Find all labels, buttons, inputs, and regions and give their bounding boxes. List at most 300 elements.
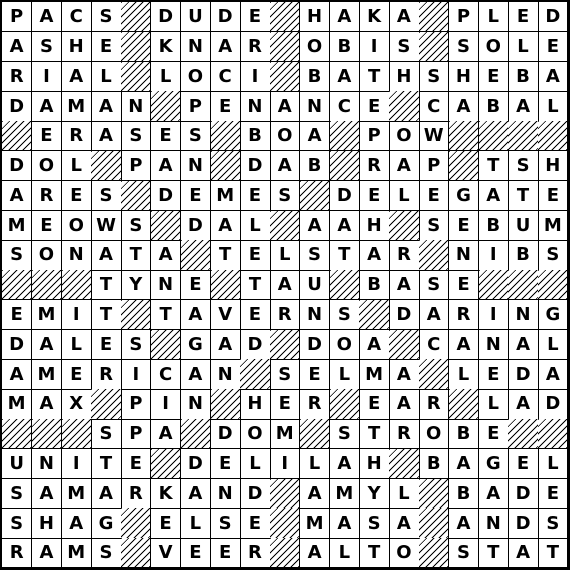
- letter-cell[interactable]: M: [62, 479, 92, 509]
- letter-cell[interactable]: O: [389, 538, 419, 568]
- letter-cell[interactable]: A: [330, 2, 360, 32]
- letter-cell[interactable]: E: [449, 211, 479, 241]
- letter-cell[interactable]: D: [300, 330, 330, 360]
- letter-cell[interactable]: S: [389, 32, 419, 62]
- letter-cell[interactable]: A: [151, 240, 181, 270]
- letter-cell[interactable]: A: [151, 151, 181, 181]
- letter-cell[interactable]: P: [2, 2, 32, 32]
- letter-cell[interactable]: D: [508, 479, 538, 509]
- letter-cell[interactable]: B: [479, 91, 509, 121]
- letter-cell[interactable]: B: [240, 121, 270, 151]
- letter-cell[interactable]: M: [32, 300, 62, 330]
- letter-cell[interactable]: S: [359, 508, 389, 538]
- letter-cell[interactable]: S: [121, 330, 151, 360]
- letter-cell[interactable]: E: [240, 181, 270, 211]
- letter-cell[interactable]: A: [32, 538, 62, 568]
- letter-cell[interactable]: U: [508, 211, 538, 241]
- letter-cell[interactable]: B: [330, 32, 360, 62]
- letter-cell[interactable]: H: [538, 151, 568, 181]
- letter-cell[interactable]: A: [270, 91, 300, 121]
- letter-cell[interactable]: E: [538, 181, 568, 211]
- letter-cell[interactable]: P: [449, 2, 479, 32]
- letter-cell[interactable]: D: [538, 389, 568, 419]
- letter-cell[interactable]: T: [359, 62, 389, 92]
- letter-cell[interactable]: D: [211, 2, 241, 32]
- letter-cell[interactable]: R: [389, 240, 419, 270]
- letter-cell[interactable]: D: [240, 479, 270, 509]
- letter-cell[interactable]: I: [240, 62, 270, 92]
- letter-cell[interactable]: E: [62, 181, 92, 211]
- letter-cell[interactable]: S: [538, 240, 568, 270]
- letter-cell[interactable]: D: [181, 449, 211, 479]
- letter-cell[interactable]: A: [2, 181, 32, 211]
- letter-cell[interactable]: C: [419, 91, 449, 121]
- letter-cell[interactable]: O: [32, 240, 62, 270]
- letter-cell[interactable]: R: [32, 181, 62, 211]
- letter-cell[interactable]: S: [91, 538, 121, 568]
- letter-cell[interactable]: R: [419, 389, 449, 419]
- letter-cell[interactable]: L: [62, 151, 92, 181]
- letter-cell[interactable]: A: [91, 479, 121, 509]
- letter-cell[interactable]: B: [508, 240, 538, 270]
- letter-cell[interactable]: M: [211, 181, 241, 211]
- letter-cell[interactable]: E: [181, 538, 211, 568]
- letter-cell[interactable]: M: [2, 389, 32, 419]
- letter-cell[interactable]: M: [62, 91, 92, 121]
- letter-cell[interactable]: I: [32, 62, 62, 92]
- letter-cell[interactable]: B: [419, 449, 449, 479]
- letter-cell[interactable]: B: [479, 211, 509, 241]
- letter-cell[interactable]: R: [449, 300, 479, 330]
- letter-cell[interactable]: E: [419, 181, 449, 211]
- letter-cell[interactable]: A: [508, 538, 538, 568]
- letter-cell[interactable]: H: [359, 449, 389, 479]
- letter-cell[interactable]: M: [32, 359, 62, 389]
- letter-cell[interactable]: C: [151, 359, 181, 389]
- letter-cell[interactable]: R: [270, 300, 300, 330]
- letter-cell[interactable]: S: [449, 32, 479, 62]
- letter-cell[interactable]: A: [449, 508, 479, 538]
- letter-cell[interactable]: E: [32, 211, 62, 241]
- letter-cell[interactable]: C: [211, 62, 241, 92]
- letter-cell[interactable]: E: [211, 449, 241, 479]
- letter-cell[interactable]: U: [300, 270, 330, 300]
- letter-cell[interactable]: D: [2, 330, 32, 360]
- letter-cell[interactable]: S: [121, 211, 151, 241]
- letter-cell[interactable]: R: [91, 359, 121, 389]
- letter-cell[interactable]: C: [330, 91, 360, 121]
- letter-cell[interactable]: L: [151, 62, 181, 92]
- letter-cell[interactable]: G: [91, 508, 121, 538]
- letter-cell[interactable]: V: [211, 300, 241, 330]
- letter-cell[interactable]: D: [240, 151, 270, 181]
- letter-cell[interactable]: R: [300, 389, 330, 419]
- letter-cell[interactable]: O: [32, 151, 62, 181]
- letter-cell[interactable]: T: [359, 419, 389, 449]
- letter-cell[interactable]: A: [62, 62, 92, 92]
- letter-cell[interactable]: D: [508, 359, 538, 389]
- letter-cell[interactable]: H: [449, 62, 479, 92]
- letter-cell[interactable]: S: [538, 508, 568, 538]
- letter-cell[interactable]: D: [240, 330, 270, 360]
- letter-cell[interactable]: G: [538, 300, 568, 330]
- letter-cell[interactable]: A: [449, 330, 479, 360]
- letter-cell[interactable]: S: [181, 121, 211, 151]
- letter-cell[interactable]: P: [419, 151, 449, 181]
- letter-cell[interactable]: P: [181, 91, 211, 121]
- letter-cell[interactable]: A: [538, 359, 568, 389]
- letter-cell[interactable]: Y: [359, 479, 389, 509]
- letter-cell[interactable]: N: [181, 389, 211, 419]
- letter-cell[interactable]: E: [538, 32, 568, 62]
- letter-cell[interactable]: H: [300, 2, 330, 32]
- letter-cell[interactable]: O: [300, 32, 330, 62]
- letter-cell[interactable]: A: [449, 91, 479, 121]
- letter-cell[interactable]: E: [538, 479, 568, 509]
- letter-cell[interactable]: A: [32, 389, 62, 419]
- letter-cell[interactable]: D: [2, 151, 32, 181]
- letter-cell[interactable]: S: [2, 240, 32, 270]
- letter-cell[interactable]: A: [389, 151, 419, 181]
- letter-cell[interactable]: N: [479, 330, 509, 360]
- letter-cell[interactable]: E: [91, 330, 121, 360]
- letter-cell[interactable]: A: [508, 389, 538, 419]
- letter-cell[interactable]: E: [211, 91, 241, 121]
- letter-cell[interactable]: R: [2, 62, 32, 92]
- letter-cell[interactable]: K: [151, 479, 181, 509]
- letter-cell[interactable]: O: [330, 330, 360, 360]
- letter-cell[interactable]: G: [479, 449, 509, 479]
- letter-cell[interactable]: I: [62, 300, 92, 330]
- letter-cell[interactable]: S: [2, 479, 32, 509]
- letter-cell[interactable]: A: [389, 2, 419, 32]
- letter-cell[interactable]: M: [359, 359, 389, 389]
- letter-cell[interactable]: A: [330, 449, 360, 479]
- letter-cell[interactable]: I: [62, 449, 92, 479]
- block-cell: [538, 270, 568, 300]
- letter-cell[interactable]: N: [300, 300, 330, 330]
- letter-cell[interactable]: A: [330, 211, 360, 241]
- letter-cell[interactable]: K: [151, 32, 181, 62]
- letter-cell[interactable]: R: [62, 121, 92, 151]
- letter-cell[interactable]: A: [419, 300, 449, 330]
- letter-cell[interactable]: H: [359, 211, 389, 241]
- letter-cell[interactable]: P: [121, 419, 151, 449]
- letter-cell[interactable]: A: [300, 479, 330, 509]
- letter-cell[interactable]: A: [181, 359, 211, 389]
- letter-cell[interactable]: R: [240, 32, 270, 62]
- letter-cell[interactable]: L: [300, 449, 330, 479]
- letter-cell[interactable]: A: [91, 121, 121, 151]
- letter-cell[interactable]: L: [330, 538, 360, 568]
- letter-cell[interactable]: G: [449, 181, 479, 211]
- letter-cell[interactable]: T: [479, 538, 509, 568]
- letter-cell[interactable]: A: [389, 508, 419, 538]
- letter-cell[interactable]: T: [91, 270, 121, 300]
- letter-cell[interactable]: C: [62, 2, 92, 32]
- letter-cell[interactable]: S: [330, 419, 360, 449]
- letter-cell[interactable]: T: [330, 240, 360, 270]
- letter-cell[interactable]: L: [479, 2, 509, 32]
- letter-cell[interactable]: E: [479, 359, 509, 389]
- letter-cell[interactable]: D: [389, 300, 419, 330]
- letter-cell[interactable]: D: [538, 2, 568, 32]
- letter-cell[interactable]: A: [211, 211, 241, 241]
- letter-cell[interactable]: S: [419, 211, 449, 241]
- letter-cell[interactable]: A: [508, 91, 538, 121]
- letter-cell[interactable]: R: [240, 538, 270, 568]
- letter-cell[interactable]: L: [538, 449, 568, 479]
- letter-cell[interactable]: H: [32, 508, 62, 538]
- letter-cell[interactable]: S: [211, 508, 241, 538]
- letter-cell[interactable]: V: [151, 538, 181, 568]
- letter-cell[interactable]: R: [121, 479, 151, 509]
- block-cell: [419, 359, 449, 389]
- letter-cell[interactable]: P: [121, 389, 151, 419]
- letter-cell[interactable]: L: [181, 508, 211, 538]
- letter-cell[interactable]: P: [121, 151, 151, 181]
- letter-cell[interactable]: H: [62, 32, 92, 62]
- letter-cell[interactable]: S: [270, 359, 300, 389]
- letter-cell[interactable]: C: [419, 330, 449, 360]
- letter-cell[interactable]: O: [479, 32, 509, 62]
- letter-cell[interactable]: A: [32, 330, 62, 360]
- letter-cell[interactable]: B: [359, 270, 389, 300]
- letter-cell[interactable]: E: [240, 508, 270, 538]
- letter-cell[interactable]: A: [359, 240, 389, 270]
- letter-cell[interactable]: E: [479, 419, 509, 449]
- letter-cell[interactable]: A: [211, 330, 241, 360]
- letter-cell[interactable]: T: [151, 300, 181, 330]
- letter-cell[interactable]: E: [449, 270, 479, 300]
- letter-cell[interactable]: A: [2, 359, 32, 389]
- letter-cell[interactable]: I: [151, 389, 181, 419]
- letter-cell[interactable]: O: [270, 121, 300, 151]
- letter-cell[interactable]: A: [91, 240, 121, 270]
- letter-cell[interactable]: E: [508, 449, 538, 479]
- letter-cell[interactable]: E: [240, 2, 270, 32]
- letter-cell[interactable]: H: [389, 62, 419, 92]
- letter-cell[interactable]: E: [121, 449, 151, 479]
- letter-cell[interactable]: A: [91, 91, 121, 121]
- letter-cell[interactable]: E: [479, 62, 509, 92]
- letter-cell[interactable]: A: [32, 2, 62, 32]
- letter-cell[interactable]: A: [479, 181, 509, 211]
- letter-cell[interactable]: S: [91, 2, 121, 32]
- letter-cell[interactable]: M: [330, 479, 360, 509]
- letter-cell[interactable]: L: [389, 479, 419, 509]
- letter-cell[interactable]: E: [181, 270, 211, 300]
- letter-cell[interactable]: M: [270, 419, 300, 449]
- letter-cell[interactable]: N: [479, 508, 509, 538]
- letter-cell[interactable]: M: [300, 508, 330, 538]
- letter-cell[interactable]: N: [181, 32, 211, 62]
- letter-cell[interactable]: M: [2, 211, 32, 241]
- letter-cell[interactable]: K: [359, 2, 389, 32]
- letter-cell[interactable]: A: [300, 211, 330, 241]
- letter-cell[interactable]: L: [449, 359, 479, 389]
- letter-cell[interactable]: T: [121, 240, 151, 270]
- letter-cell[interactable]: E: [91, 32, 121, 62]
- letter-cell[interactable]: D: [2, 91, 32, 121]
- letter-cell[interactable]: N: [449, 240, 479, 270]
- letter-cell[interactable]: L: [330, 359, 360, 389]
- letter-cell[interactable]: T: [211, 240, 241, 270]
- letter-cell[interactable]: O: [389, 121, 419, 151]
- letter-cell[interactable]: A: [32, 91, 62, 121]
- letter-cell[interactable]: B: [300, 151, 330, 181]
- letter-cell[interactable]: L: [508, 32, 538, 62]
- letter-cell[interactable]: O: [62, 211, 92, 241]
- letter-cell[interactable]: A: [330, 508, 360, 538]
- letter-cell[interactable]: R: [359, 151, 389, 181]
- letter-cell[interactable]: E: [2, 300, 32, 330]
- letter-cell[interactable]: E: [359, 91, 389, 121]
- letter-cell[interactable]: W: [419, 121, 449, 151]
- letter-cell[interactable]: N: [62, 240, 92, 270]
- letter-cell[interactable]: E: [270, 389, 300, 419]
- letter-cell[interactable]: D: [508, 508, 538, 538]
- letter-cell[interactable]: B: [449, 479, 479, 509]
- letter-cell[interactable]: D: [211, 419, 241, 449]
- letter-cell[interactable]: E: [181, 181, 211, 211]
- letter-cell[interactable]: O: [181, 62, 211, 92]
- letter-cell[interactable]: S: [270, 181, 300, 211]
- letter-cell[interactable]: L: [479, 389, 509, 419]
- letter-cell[interactable]: O: [419, 419, 449, 449]
- letter-cell[interactable]: A: [32, 479, 62, 509]
- letter-cell[interactable]: E: [211, 538, 241, 568]
- letter-cell[interactable]: A: [389, 389, 419, 419]
- letter-cell[interactable]: S: [330, 300, 360, 330]
- letter-cell[interactable]: N: [508, 300, 538, 330]
- letter-cell[interactable]: L: [240, 211, 270, 241]
- letter-cell[interactable]: S: [2, 508, 32, 538]
- letter-cell[interactable]: E: [32, 121, 62, 151]
- letter-cell[interactable]: T: [508, 181, 538, 211]
- letter-cell[interactable]: I: [359, 32, 389, 62]
- letter-cell[interactable]: R: [389, 419, 419, 449]
- letter-cell[interactable]: W: [91, 211, 121, 241]
- letter-cell[interactable]: N: [121, 91, 151, 121]
- letter-cell[interactable]: D: [330, 181, 360, 211]
- letter-cell[interactable]: N: [300, 91, 330, 121]
- letter-cell[interactable]: A: [300, 538, 330, 568]
- letter-cell[interactable]: A: [211, 32, 241, 62]
- letter-cell[interactable]: A: [389, 270, 419, 300]
- letter-cell[interactable]: L: [389, 181, 419, 211]
- letter-cell[interactable]: A: [449, 449, 479, 479]
- letter-cell[interactable]: E: [300, 359, 330, 389]
- letter-cell[interactable]: G: [181, 330, 211, 360]
- letter-cell[interactable]: A: [389, 359, 419, 389]
- letter-cell[interactable]: T: [479, 151, 509, 181]
- letter-cell[interactable]: E: [62, 359, 92, 389]
- letter-cell[interactable]: A: [508, 330, 538, 360]
- letter-cell[interactable]: A: [270, 270, 300, 300]
- letter-cell[interactable]: T: [91, 449, 121, 479]
- letter-cell[interactable]: E: [151, 121, 181, 151]
- letter-cell[interactable]: N: [211, 479, 241, 509]
- letter-cell[interactable]: A: [479, 479, 509, 509]
- letter-cell[interactable]: S: [508, 151, 538, 181]
- letter-cell[interactable]: S: [121, 121, 151, 151]
- letter-cell[interactable]: I: [270, 449, 300, 479]
- letter-cell[interactable]: D: [151, 181, 181, 211]
- letter-cell[interactable]: P: [359, 121, 389, 151]
- letter-cell[interactable]: L: [62, 330, 92, 360]
- letter-cell[interactable]: L: [91, 62, 121, 92]
- letter-cell[interactable]: N: [211, 359, 241, 389]
- letter-cell[interactable]: X: [62, 389, 92, 419]
- letter-cell[interactable]: I: [479, 300, 509, 330]
- letter-cell[interactable]: L: [270, 240, 300, 270]
- block-cell: [389, 449, 419, 479]
- letter-cell[interactable]: B: [508, 62, 538, 92]
- letter-cell[interactable]: S: [91, 419, 121, 449]
- letter-cell[interactable]: A: [300, 121, 330, 151]
- letter-cell[interactable]: E: [359, 181, 389, 211]
- letter-cell[interactable]: E: [240, 300, 270, 330]
- letter-cell[interactable]: S: [32, 32, 62, 62]
- letter-cell[interactable]: E: [151, 508, 181, 538]
- letter-cell[interactable]: N: [32, 449, 62, 479]
- letter-cell[interactable]: A: [181, 479, 211, 509]
- letter-cell[interactable]: B: [300, 62, 330, 92]
- letter-cell[interactable]: I: [121, 359, 151, 389]
- letter-cell[interactable]: A: [538, 62, 568, 92]
- letter-cell[interactable]: O: [240, 419, 270, 449]
- letter-cell[interactable]: L: [538, 91, 568, 121]
- letter-cell[interactable]: U: [2, 449, 32, 479]
- letter-cell[interactable]: I: [479, 240, 509, 270]
- letter-cell[interactable]: Y: [121, 270, 151, 300]
- letter-cell[interactable]: E: [508, 2, 538, 32]
- letter-cell[interactable]: D: [181, 211, 211, 241]
- letter-cell[interactable]: A: [181, 300, 211, 330]
- letter-cell[interactable]: A: [270, 151, 300, 181]
- letter-cell[interactable]: S: [419, 62, 449, 92]
- letter-cell[interactable]: N: [240, 91, 270, 121]
- letter-cell[interactable]: M: [62, 538, 92, 568]
- letter-cell[interactable]: E: [359, 389, 389, 419]
- letter-cell[interactable]: S: [449, 538, 479, 568]
- letter-cell[interactable]: N: [181, 151, 211, 181]
- letter-cell[interactable]: R: [2, 538, 32, 568]
- letter-cell[interactable]: A: [359, 330, 389, 360]
- letter-cell[interactable]: T: [538, 538, 568, 568]
- letter-cell[interactable]: T: [359, 538, 389, 568]
- letter-cell[interactable]: B: [449, 419, 479, 449]
- letter-cell[interactable]: L: [240, 449, 270, 479]
- letter-cell[interactable]: S: [91, 181, 121, 211]
- letter-cell[interactable]: T: [240, 270, 270, 300]
- letter-cell[interactable]: L: [538, 330, 568, 360]
- letter-cell[interactable]: E: [240, 240, 270, 270]
- letter-cell[interactable]: A: [330, 62, 360, 92]
- letter-cell[interactable]: T: [91, 300, 121, 330]
- letter-cell[interactable]: M: [538, 211, 568, 241]
- letter-cell[interactable]: H: [240, 389, 270, 419]
- letter-cell[interactable]: S: [300, 240, 330, 270]
- letter-cell[interactable]: S: [419, 270, 449, 300]
- letter-cell[interactable]: U: [181, 2, 211, 32]
- letter-cell[interactable]: A: [151, 419, 181, 449]
- letter-cell[interactable]: N: [151, 270, 181, 300]
- letter-cell[interactable]: A: [62, 508, 92, 538]
- letter-cell[interactable]: D: [151, 2, 181, 32]
- letter-cell[interactable]: A: [2, 32, 32, 62]
